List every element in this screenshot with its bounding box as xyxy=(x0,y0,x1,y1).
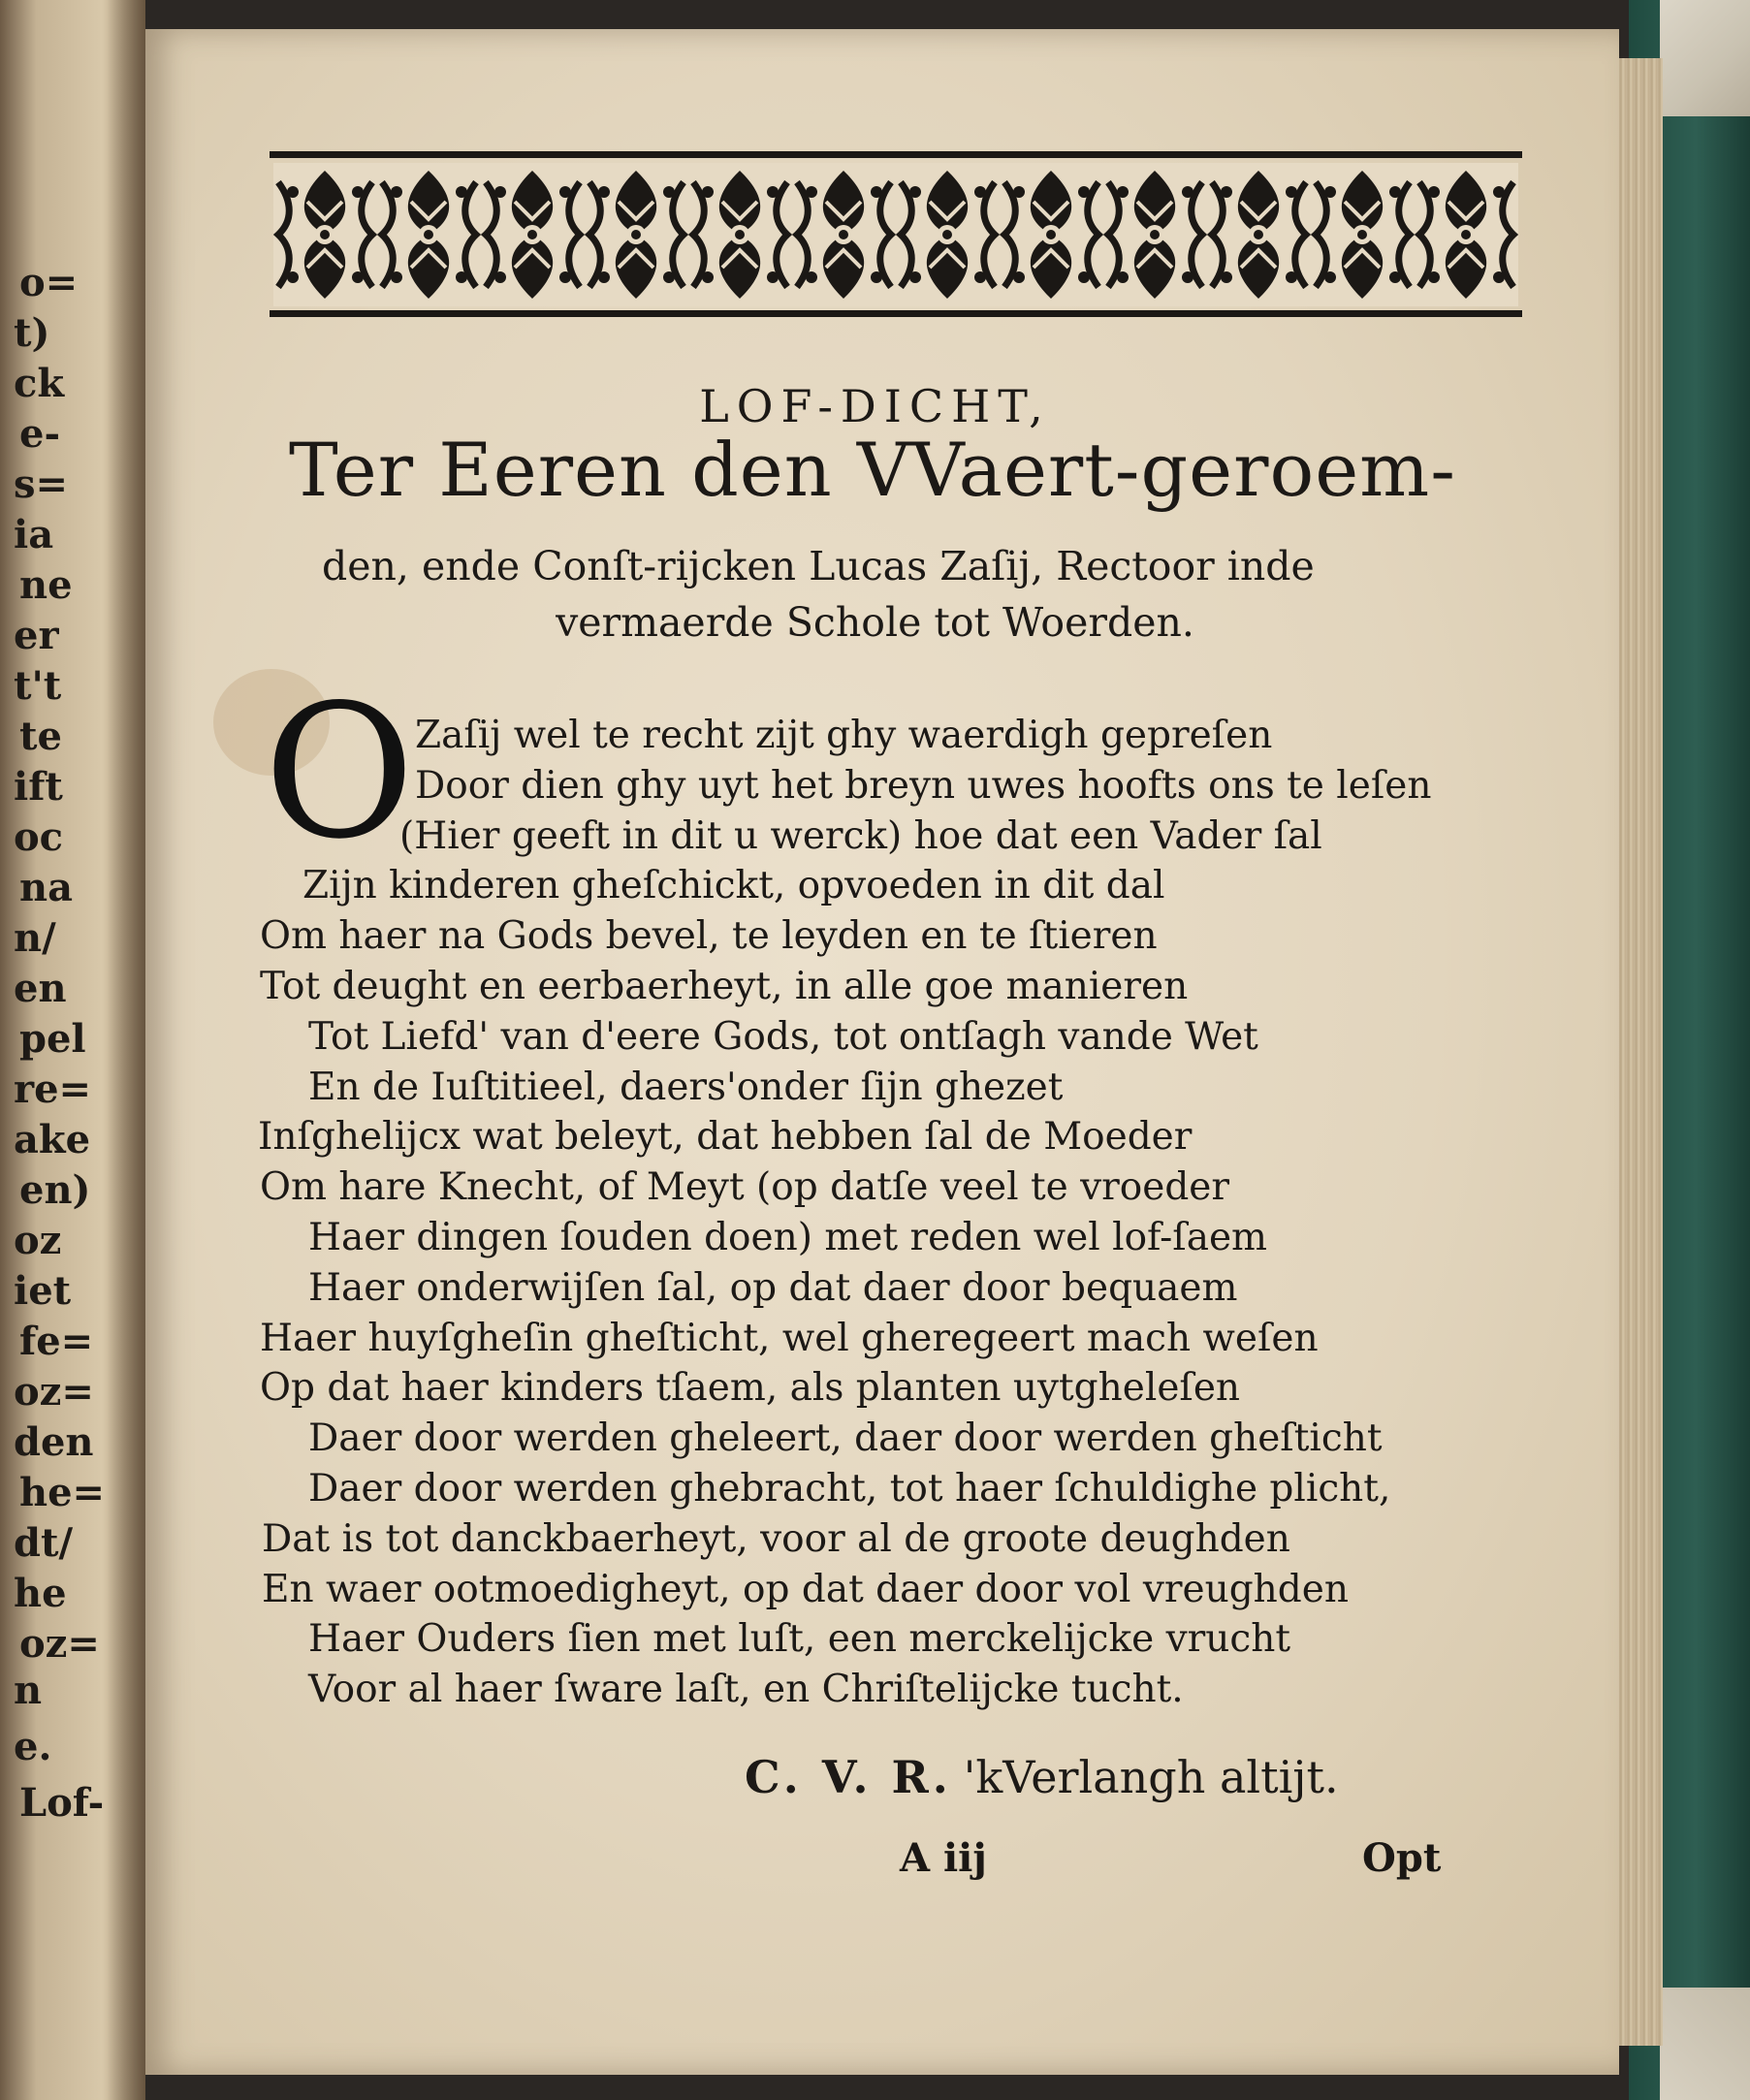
poem-line: Op dat haer kinders tſaem, als planten uytgheleſen xyxy=(260,1366,1241,1410)
left-page-fragment: e. xyxy=(14,1724,52,1769)
left-page-fragment: Lof- xyxy=(19,1780,105,1826)
poem-line: Dat is tot danckbaerheyt, voor al de groote deughden xyxy=(262,1517,1290,1561)
poem-line: Haer onderwijſen ſal, op dat daer door bequaem xyxy=(308,1266,1238,1310)
left-page-fragment: oz= xyxy=(19,1621,100,1667)
left-page-fragment: er xyxy=(14,613,59,658)
left-page-fragment: en xyxy=(14,966,67,1011)
left-page-fragment: ck xyxy=(14,361,65,406)
poem-line: Haer Ouders ſien met luſt, een merckelijcke vrucht xyxy=(308,1617,1291,1661)
left-page-fragment: e- xyxy=(19,411,61,457)
cover-corner-top xyxy=(1660,0,1750,116)
poem-line: Door dien ghy uyt het breyn uwes hoofts ons te leſen xyxy=(415,764,1432,808)
ornament-rule-top xyxy=(270,151,1522,158)
left-page-fragment: dt/ xyxy=(14,1520,74,1566)
catchword: Opt xyxy=(1362,1835,1442,1881)
poem-line: Haer huyſgheſin gheſticht, wel gheregeert mach weſen xyxy=(260,1317,1319,1360)
left-page-fragment: re= xyxy=(14,1066,92,1112)
left-page-fragment: s= xyxy=(14,461,69,507)
poem-line: Om hare Knecht, of Meyt (op datſe veel te vroeder xyxy=(260,1165,1230,1209)
poem-line: Daer door werden ghebracht, tot haer ſchuldighe plicht, xyxy=(308,1467,1391,1511)
left-page-fragment: en) xyxy=(19,1167,91,1213)
left-page-fragment: he xyxy=(14,1571,67,1616)
left-page-fragment: ake xyxy=(14,1117,91,1162)
left-page-fragment: he= xyxy=(19,1470,106,1515)
poem-line: Zaſij wel te recht zijt ghy waerdigh gepreſen xyxy=(415,714,1273,757)
poem-line: Inſghelijcx wat beleyt, dat hebben ſal de Moeder xyxy=(258,1115,1193,1159)
poem-line: En de Iuſtitieel, daers'onder ſijn ghezet xyxy=(308,1066,1064,1109)
left-page-fragment: o= xyxy=(19,260,79,305)
poem-line: Om haer na Gods bevel, te leyden en te ſtieren xyxy=(260,914,1158,958)
left-page-fragment: ift xyxy=(14,764,63,810)
poem-line: Zijn kinderen gheſchickt, opvoeden in dit dal xyxy=(302,864,1165,907)
poem-line: Daer door werden gheleert, daer door werden gheſticht xyxy=(308,1416,1383,1460)
signature-mark: A iij xyxy=(900,1835,987,1881)
heading-lof-dicht: LOF-DICHT, xyxy=(699,380,1051,432)
poem-line: Haer dingen ſouden doen) met reden wel lof-ſaem xyxy=(308,1216,1268,1259)
left-page-fragment: den xyxy=(14,1419,94,1465)
left-page-fragment: fe= xyxy=(19,1319,94,1364)
left-page-fragment: n xyxy=(14,1668,43,1713)
heading-title: Ter Eeren den VVaert-geroem- xyxy=(289,427,1456,513)
left-page-fragment: t) xyxy=(14,310,50,356)
left-page-fragment: oz xyxy=(14,1218,62,1263)
left-page-fragment: iet xyxy=(14,1268,72,1314)
heading-subtitle-end: vermaerde Schole tot Woerden. xyxy=(556,599,1194,646)
drop-cap: O xyxy=(264,665,415,879)
left-page-fragment: te xyxy=(19,714,62,759)
left-page-fragment: t't xyxy=(14,663,62,709)
signature-motto: 'kVerlangh altijt. xyxy=(963,1751,1339,1803)
left-page-fragment: pel xyxy=(19,1016,86,1062)
poem-line: (Hier geeft in dit u werck) hoe dat een Vader ſal xyxy=(399,814,1322,858)
poem-line: Tot Liefd' van d'eere Gods, tot ontſagh vande Wet xyxy=(308,1015,1258,1059)
left-page-fragment: ia xyxy=(14,512,54,557)
signature xyxy=(745,1751,1339,1803)
left-page-fragment: n/ xyxy=(14,915,56,961)
signature-initials: C. V. R. xyxy=(745,1751,952,1803)
poem-line: Tot deught en eerbaerheyt, in alle goe manieren xyxy=(260,965,1189,1008)
left-page-fragment: ne xyxy=(19,562,73,608)
left-page-fragment: oz= xyxy=(14,1369,94,1415)
ornament-rule-bottom xyxy=(270,310,1522,317)
cover-corner-bottom xyxy=(1660,1988,1750,2100)
left-page-fragment: na xyxy=(19,865,73,910)
ornamental-headpiece xyxy=(273,163,1518,306)
poem-line: Voor al haer ſware laſt, en Chriſtelijcke tucht. xyxy=(308,1668,1184,1711)
heading-subtitle: den, ende Conſt-rijcken Lucas Zaſij, Rectoor inde xyxy=(322,543,1315,589)
poem-line: En waer ootmoedigheyt, op dat daer door vol vreughden xyxy=(262,1568,1349,1611)
left-page xyxy=(0,0,145,2100)
left-page-fragment: oc xyxy=(14,814,64,860)
